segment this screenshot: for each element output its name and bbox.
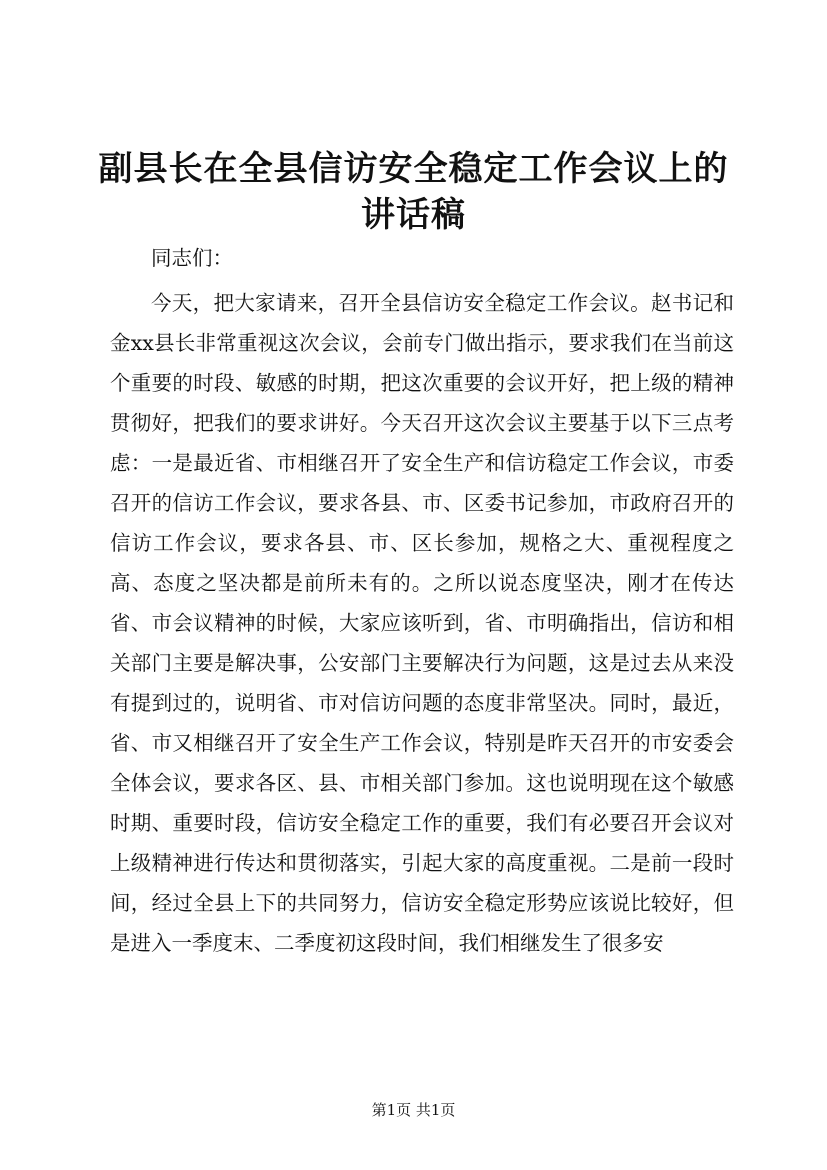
body-paragraph: 今天，把大家请来，召开全县信访安全稳定工作会议。赵书记和金xx县长非常重视这次会议，会前专门做出指示，要求我们在当前这个重要的时段、敏感的时期，把这次重要的会议开好，把上级的精神贯彻好，把我们的要求讲好。今天召开这次会议主要基于以下三点考虑：一是最近省、市相继召开了安全生产和信访稳定工作会议，市委召开的信访工作会议，要求各县、市、区委书记参加，市政府召开的信访工作会议，要求各县、市、区长参加，规格之大、重视程度之高、态度之坚决都是前所未有的。之所以说态度坚决，刚才在传达省、市会议精神的时候，大家应该听到，省、市明确指出，信访和相关部门主要是解决事，公安部门主要解决行为问题，这是过去从来没有提到过的，说明省、市对信访问题的态度非常坚决。同时，最近，省、市又相继召开了安全生产工作会议，特别是昨天召开的市安委会全体会议，要求各区、县、市相关部门参加。这也说明现在这个敏感时期、重要时段，信访安全稳定工作的重要，我们有必要召开会议对上级精神进行传达和贯彻落实，引起大家的高度重视。二是前一段时间，经过全县上下的共同努力，信访安全稳定形势应该说比较好，但是进入一季度末、二季度初这段时间，我们相继发生了很多安 (110, 291, 734, 955)
page-footer: 第1页 共1页 (371, 1101, 456, 1119)
document-body (110, 238, 734, 963)
document-title: 副县长在全县信访安全稳定工作会议上的讲话稿 (98, 149, 729, 235)
salutation: 同志们： (151, 246, 233, 270)
